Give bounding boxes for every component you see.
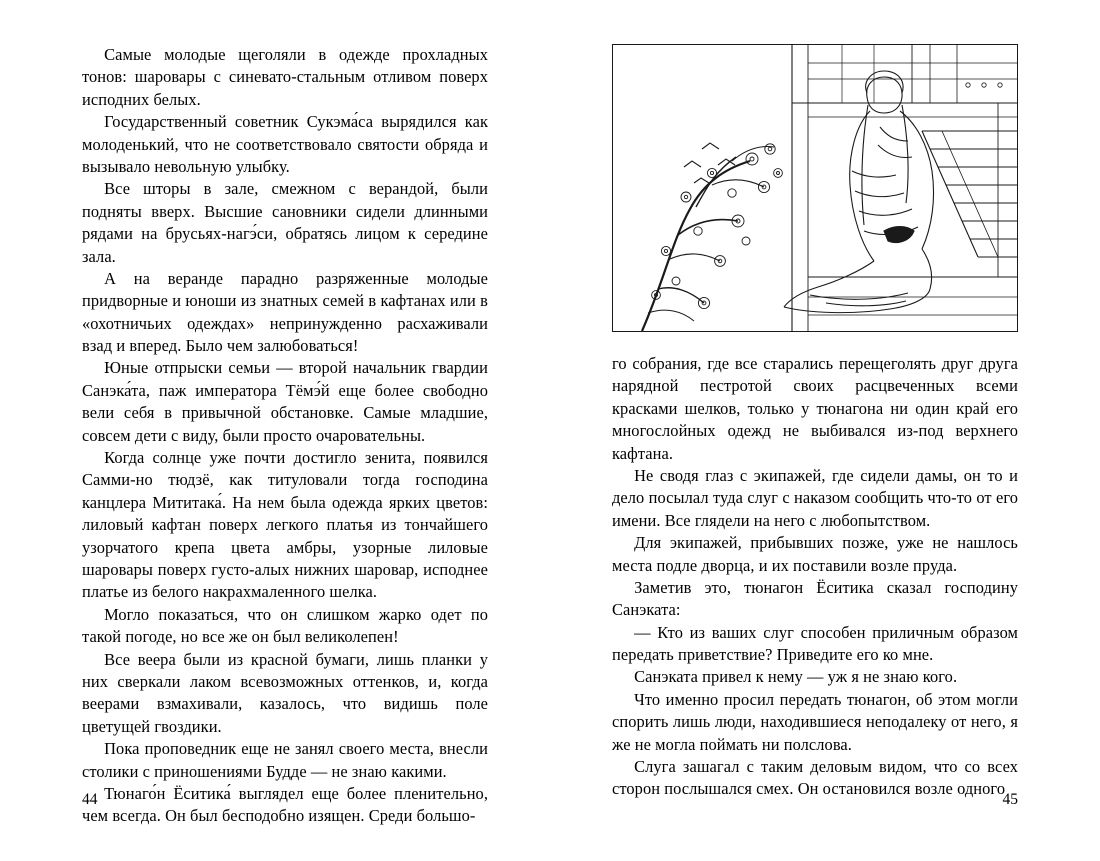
page-number-left: 44 bbox=[82, 791, 98, 808]
left-page-text-column bbox=[82, 44, 488, 828]
paragraph: Санэката привел к нему — уж я не знаю кого. bbox=[634, 667, 958, 687]
paragraph: Что именно просил передать тюнагон, об этом могли спорить лишь люди, находившиеся неподалеку от него, я же не могла поймать ни полслова. bbox=[612, 689, 1018, 754]
paragraph: Тюнаго́н Ёситика́ выглядел еще более пленительно, чем всегда. Он был бесподобно изящен. Среди большо- bbox=[82, 783, 488, 826]
paragraph: Когда солнце уже почти достигло зенита, появился Самми-но тюдзё, как титуловали тогда господина канцлера Мититака́. На нем была одежда ярких цветов: лиловый кафтан поверх легкого платья из тончайшего узорчатого крепа цвета амбры, узорные лиловые шаровары поверх густо-алых нижних шаровар, исподнее платье из белого накрахмаленного шелка. bbox=[82, 448, 488, 602]
paragraph: А на веранде парадно разряженные молодые придворные и юноши из знатных семей в кафтанах или в «охотничьих одеждах» непринужденно расхаживали взад и вперед. Было чем залюбоваться! bbox=[82, 268, 488, 356]
page-number-right: 45 bbox=[1002, 791, 1018, 808]
paragraph: го собрания, где все старались перещеголять друг друга нарядной пестротой своих расцвеченных всеми красками шелков, только у тюнагона ни один край его многослойных одежд не выбивался из-под верхнего кафтана. bbox=[612, 354, 1018, 463]
paragraph: Пока проповедник еще не занял своего места, внесли столики с приношениями Будде — не знаю какими. bbox=[82, 739, 488, 781]
right-page-text-column bbox=[612, 353, 1018, 801]
paragraph: Юные отпрыски семьи — второй начальник гвардии Санэка́та, паж императора Тёмэ́й еще более свободно вели себя в привычной обстановке. Самые младшие, совсем дети с виду, были просто очаровательны. bbox=[82, 358, 488, 445]
paragraph: Все шторы в зале, смежном с верандой, были подняты вверх. Высшие сановники сидели длинными рядами на брусьях-нагэ́си, обратясь лицом к середине зала. bbox=[82, 179, 488, 266]
right-page bbox=[550, 0, 1100, 861]
paragraph: Государственный советник Сукэма́са вырядился как молоденький, что не соответствовало святости обряда и вызывало невольную улыбку. bbox=[82, 112, 488, 176]
paragraph: Слуга зашагал с таким деловым видом, что со всех сторон послышался смех. Он остановился возле одного bbox=[612, 757, 1018, 799]
paragraph: Заметив это, тюнагон Ёситика сказал господину Санэката: bbox=[612, 577, 1018, 620]
paragraph: Не сводя глаз с экипажей, где сидели дамы, он то и дело посылал туда слуг с наказом сообщить что-то от его имени. Все глядели на него с любопытством. bbox=[612, 465, 1018, 530]
paragraph: Для экипажей, прибывших позже, уже не нашлось места подле дворца, и их поставили возле пруда. bbox=[612, 533, 1018, 575]
paragraph: Все веера были из красной бумаги, лишь планки у них сверкали лаком всевозможных оттенков, и, когда веерами взмахивали, казалось, что видишь поле цветущей гвоздики. bbox=[82, 649, 488, 736]
japanese-court-lady-ink-drawing bbox=[612, 44, 1018, 332]
paragraph: Самые молодые щеголяли в одежде прохладных тонов: шаровары с синевато-стальным отливом поверх исподних белых. bbox=[82, 45, 488, 109]
paragraph: — Кто из ваших слуг способен приличным образом передать приветствие? Приведите его ко мне. bbox=[612, 622, 1018, 665]
paragraph: Могло показаться, что он слишком жарко одет по такой погоде, но все же он был великолепен! bbox=[82, 604, 488, 647]
